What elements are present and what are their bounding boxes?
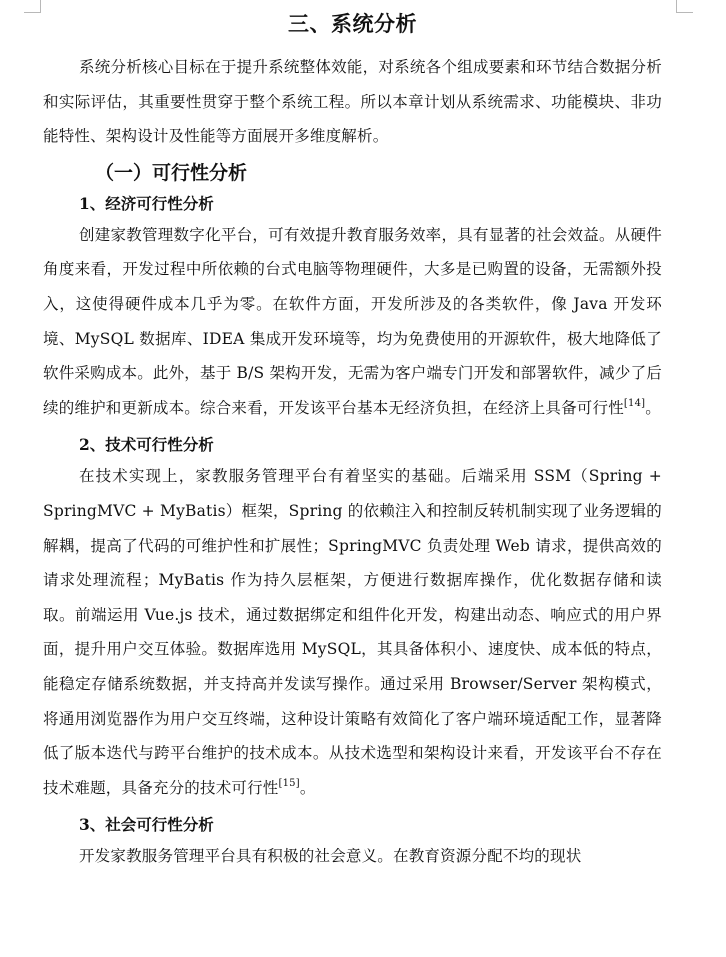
page-corner-mark-left <box>24 0 41 13</box>
chapter-title: 三、系统分析 <box>288 11 417 36</box>
economic-heading: 1、经济可行性分析 <box>79 193 214 213</box>
technical-citation[interactable]: [15] <box>278 777 300 789</box>
economic-end: 。 <box>645 398 661 417</box>
technical-end: 。 <box>299 778 316 797</box>
section-heading: （一）可行性分析 <box>95 161 248 184</box>
technical-heading: 2、技术可行性分析 <box>79 435 214 455</box>
economic-citation[interactable]: [14] <box>623 397 646 409</box>
page-corner-mark-right <box>676 0 693 13</box>
economic-paragraph <box>43 218 662 426</box>
social-heading: 3、社会可行性分析 <box>79 815 214 835</box>
document-page <box>43 0 662 874</box>
technical-text: 在技术实现上，家教服务管理平台有着坚实的基础。后端采用 SSM（Spring + SpringMVC + MyBatis）框架，Spring 的依赖注入和控制反转机制实现了业务逻辑的解耦，提高了代码的可维护性和扩展性；SpringMVC 负责处理 Web 请求，提供高效的请求处理流程；MyBatis 作为持久层框架，方便进行数据库操作，优化数据存储和读取。前端运用 Vue.js 技术，通过数据绑定和组件化开发，构建出动态、响应式的用户界面，提升用户交互体验。数据库选用 MySQL，其具备体积小、速度快、成本低的特点，能稳定存储系统数据，并支持高并发读写操作。通过采用 Browser/Server 架构模式，将通用浏览器作为用户交互终端，这种设计策略有效简化了客户端环境适配工作，显著降低了版本迭代与跨平台维护的技术成本。从技术选型和架构设计来看，开发该平台不存在技术难题，具备充分的技术可行性 <box>43 467 662 797</box>
social-paragraph: 开发家教服务管理平台具有积极的社会意义。在教育资源分配不均的现状 <box>79 847 582 866</box>
technical-paragraph <box>43 459 662 805</box>
intro-paragraph: 系统分析核心目标在于提升系统整体效能，对系统各个组成要素和环节结合数据分析和实际评估，其重要性贯穿于整个系统工程。所以本章计划从系统需求、功能模块、非功能特性、架构设计及性能等方面展开多维度解析。 <box>43 58 662 146</box>
economic-text: 创建家教管理数字化平台，可有效提升教育服务效率，具有显著的社会效益。从硬件角度来看，开发过程中所依赖的台式电脑等物理硬件，大多是已购置的设备，无需额外投入，这使得硬件成本几乎为零。在软件方面，开发所涉及的各类软件，像 Java 开发环境、MySQL 数据库、IDEA 集成开发环境等，均为免费使用的开源软件，极大地降低了软件采购成本。此外，基于 B/S 架构开发，无需为客户端专门开发和部署软件，减少了后续的维护和更新成本。综合来看，开发该平台基本无经济负担，在经济上具备可行性 <box>43 225 662 417</box>
